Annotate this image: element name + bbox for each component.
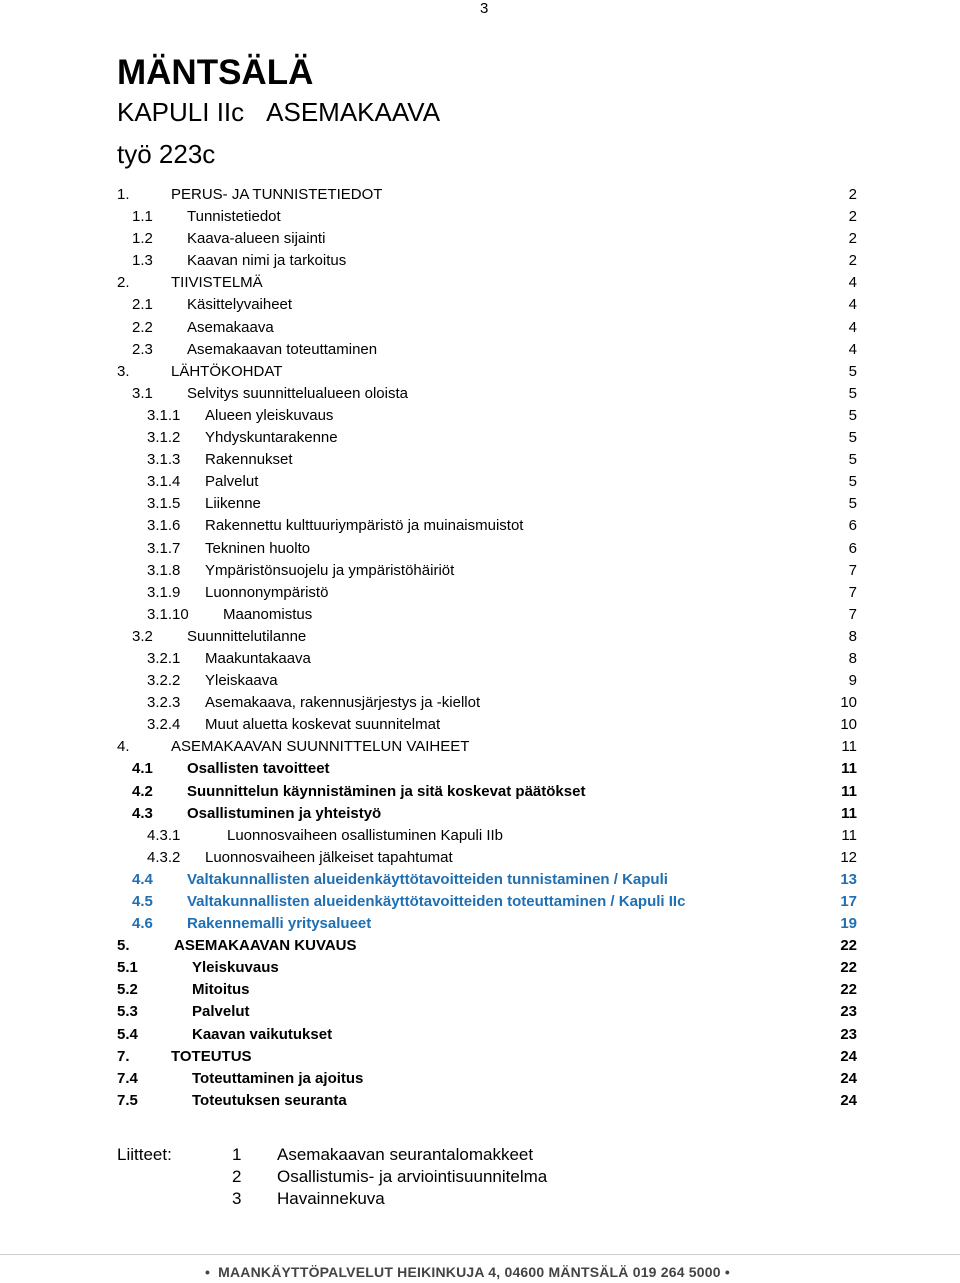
subtitle-plan-type: ASEMAKAAVA [266, 97, 441, 127]
document-subtitle [117, 94, 440, 130]
subtitle-area-name: KAPULI IIc [117, 97, 245, 127]
toc-entry [117, 604, 857, 626]
toc-entry [117, 493, 857, 515]
toc-title: Palvelut [205, 473, 259, 491]
toc-page-number: 22 [840, 937, 857, 955]
document-title: MÄNTSÄLÄ [117, 53, 314, 92]
toc-entry[interactable] [117, 869, 857, 891]
attachments [117, 1144, 617, 1210]
toc-entry [117, 626, 857, 648]
toc-title: Suunnittelun käynnistäminen ja sitä koskevat päätökset [187, 782, 586, 800]
toc-page-number: 7 [848, 605, 857, 623]
toc-number: 1. [117, 186, 130, 203]
toc-entry [117, 803, 857, 825]
toc-entry [117, 692, 857, 714]
toc-page-number: 12 [840, 848, 857, 866]
toc-page-number: 5 [848, 451, 857, 469]
toc-number: 3.1.2 [147, 429, 181, 447]
work-number: työ 223c [117, 139, 216, 169]
toc-title: TIIVISTELMÄ [171, 274, 263, 292]
toc-entry [117, 294, 857, 316]
attachment-row [117, 1188, 617, 1210]
toc-title: ASEMAKAAVAN SUUNNITTELUN VAIHEET [171, 738, 470, 756]
toc-title: Ympäristönsuojelu ja ympäristöhäiriöt [205, 561, 455, 579]
toc-number: 5.4 [117, 1025, 138, 1043]
toc-page-number: 8 [848, 627, 857, 645]
toc-number: 1.2 [132, 230, 153, 248]
attachment-title: Havainnekuva [277, 1189, 385, 1208]
toc-title[interactable]: Valtakunnallisten alueidenkäyttötavoitteiden tunnistaminen / Kapuli [187, 870, 668, 888]
toc-page-number: 23 [840, 1025, 857, 1043]
page-number: 3 [480, 0, 489, 17]
toc-number: 4.5 [132, 893, 153, 910]
toc-page-number: 5 [848, 406, 857, 424]
toc-entry [117, 714, 857, 736]
toc-entry [117, 228, 857, 250]
toc-page-number: 10 [840, 716, 857, 734]
toc-number: 3.2.4 [147, 716, 181, 734]
toc-page-number: 11 [841, 782, 857, 800]
toc-page-number: 17 [840, 893, 857, 910]
toc-entry [117, 1024, 857, 1046]
toc-entry[interactable] [117, 913, 857, 935]
toc-number: 4.3 [132, 804, 153, 822]
toc-title: Tekninen huolto [205, 539, 311, 557]
toc-page-number: 2 [848, 208, 857, 226]
attachment-row [117, 1144, 617, 1166]
toc-title: Kaava-alueen sijainti [187, 230, 326, 248]
toc-number: 4.3.2 [147, 848, 181, 866]
toc-entry [117, 339, 857, 361]
toc-entry [117, 538, 857, 560]
toc-title: PERUS- JA TUNNISTETIEDOT [171, 186, 383, 203]
footer-address: MAANKÄYTTÖPALVELUT HEIKINKUJA 4, 04600 MÄNTSÄLÄ 019 264 5000 • [218, 1264, 730, 1280]
toc-title: Luonnosvaiheen jälkeiset tapahtumat [205, 848, 453, 866]
toc-page-number: 2 [848, 252, 857, 270]
toc-number: 7.5 [117, 1091, 138, 1109]
toc-page-number: 9 [848, 672, 857, 690]
toc-title: Käsittelyvaiheet [187, 296, 293, 314]
toc-number: 1.1 [132, 208, 153, 226]
toc-title: Tunnistetiedot [187, 208, 281, 226]
toc-entry [117, 847, 857, 869]
toc-entry [117, 427, 857, 449]
toc-page-number: 22 [840, 981, 857, 999]
toc-entry [117, 272, 857, 294]
footer-bullet: • [205, 1264, 211, 1280]
toc-title: Kaavan nimi ja tarkoitus [187, 252, 347, 270]
attachment-number: 3 [232, 1189, 242, 1208]
toc-page-number: 24 [840, 1069, 857, 1087]
toc-entry [117, 582, 857, 604]
page-footer [0, 1254, 960, 1283]
toc-title: Palvelut [192, 1003, 250, 1021]
toc-title: Kaavan vaikutukset [192, 1025, 333, 1043]
toc-number: 3.1 [132, 384, 153, 402]
toc-number: 5.2 [117, 981, 138, 999]
toc-entry [117, 758, 857, 780]
toc-page-number: 22 [840, 959, 857, 977]
toc-entry [117, 957, 857, 979]
toc-entry [117, 383, 857, 405]
toc-title: TOTEUTUS [171, 1047, 252, 1065]
toc-entry [117, 1046, 857, 1068]
toc-entry [117, 361, 857, 383]
toc-title: Selvitys suunnittelualueen oloista [187, 384, 408, 402]
toc-entry [117, 1068, 857, 1090]
toc-entry [117, 648, 857, 670]
toc-page-number: 4 [848, 340, 857, 358]
toc-entry [117, 670, 857, 692]
toc-title: ASEMAKAAVAN KUVAUS [174, 937, 357, 955]
footer-divider [0, 1254, 960, 1255]
toc-entry [117, 825, 857, 847]
attachment-row [117, 1166, 617, 1188]
toc-title: Toteutuksen seuranta [192, 1091, 347, 1109]
toc-page-number: 7 [848, 583, 857, 601]
toc-page-number: 10 [840, 694, 857, 712]
toc-page-number: 5 [848, 384, 857, 402]
toc-number: 5.3 [117, 1003, 138, 1021]
toc-entry [117, 471, 857, 493]
toc-title: Yleiskuvaus [192, 959, 279, 977]
attachments-label: Liitteet: [117, 1145, 172, 1164]
toc-entry [117, 560, 857, 582]
toc-page-number: 4 [848, 274, 857, 292]
toc-page-number: 7 [848, 561, 857, 579]
toc-page-number: 2 [848, 230, 857, 248]
toc-page-number: 5 [848, 429, 857, 447]
toc-page-number: 5 [848, 473, 857, 491]
toc-entry [117, 781, 857, 803]
toc-number: 3.1.10 [147, 605, 189, 623]
toc-number: 3.2.2 [147, 672, 181, 690]
toc-number: 4.2 [132, 782, 153, 800]
toc-page-number: 5 [848, 495, 857, 513]
toc-page-number: 6 [848, 517, 857, 535]
toc-title: Asemakaava, rakennusjärjestys ja -kiellot [205, 694, 481, 712]
toc-title: Luonnonympäristö [205, 583, 329, 601]
toc-title: Suunnittelutilanne [187, 627, 307, 645]
toc-page-number: 8 [848, 649, 857, 667]
toc-entry [117, 250, 857, 272]
toc-number: 7.4 [117, 1069, 138, 1087]
toc-entry [117, 449, 857, 471]
toc-entry [117, 405, 857, 427]
toc-title: Luonnosvaiheen osallistuminen Kapuli IIb [227, 826, 504, 844]
toc-number: 4.4 [132, 870, 153, 888]
toc-number: 3.2 [132, 627, 153, 645]
toc-entry [117, 935, 857, 957]
toc-number: 3.1.4 [147, 473, 181, 491]
toc-title: Asemakaava [187, 318, 274, 336]
toc-entry [117, 1090, 857, 1112]
toc-entry [117, 979, 857, 1001]
toc-title: Asemakaavan toteuttaminen [187, 340, 378, 358]
toc-title: Maakuntakaava [205, 649, 311, 667]
toc-page-number: 11 [841, 760, 857, 778]
toc-entry [117, 184, 857, 206]
toc-title: Osallistuminen ja yhteistyö [187, 804, 382, 822]
toc-title: Toteuttaminen ja ajoitus [192, 1069, 364, 1087]
toc-number: 2.2 [132, 318, 153, 336]
toc-title: Osallisten tavoitteet [187, 760, 330, 778]
toc-number: 3.1.1 [147, 406, 181, 424]
toc-page-number: 24 [840, 1047, 857, 1065]
toc-page-number: 6 [848, 539, 857, 557]
toc-entry [117, 206, 857, 228]
toc-number: 1.3 [132, 252, 153, 270]
toc-number: 2.1 [132, 296, 153, 314]
toc-number: 3.1.7 [147, 539, 181, 557]
toc-title: LÄHTÖKOHDAT [171, 362, 283, 380]
toc-title[interactable]: Valtakunnallisten alueidenkäyttötavoitteiden toteuttaminen / Kapuli IIc [187, 893, 686, 910]
toc-entry [117, 1001, 857, 1023]
toc-page-number: 19 [840, 915, 857, 933]
toc-title: Muut aluetta koskevat suunnitelmat [205, 716, 441, 734]
footer-contact [205, 1264, 730, 1280]
attachment-title: Asemakaavan seurantalomakkeet [277, 1145, 534, 1164]
attachment-number: 2 [232, 1167, 242, 1186]
toc-number: 2.3 [132, 340, 153, 358]
toc-entry [117, 515, 857, 537]
toc-title[interactable]: Rakennemalli yritysalueet [187, 915, 372, 933]
attachment-title: Osallistumis- ja arviointisuunnitelma [277, 1167, 548, 1186]
toc-title: Rakennukset [205, 451, 293, 469]
toc-number: 3.1.5 [147, 495, 181, 513]
toc-number: 7. [117, 1047, 130, 1065]
toc-number: 5.1 [117, 959, 138, 977]
table-of-contents [117, 184, 857, 1112]
toc-number: 5. [117, 937, 130, 955]
toc-number: 4. [117, 738, 130, 756]
toc-number: 4.1 [132, 760, 153, 778]
toc-number: 2. [117, 274, 130, 292]
toc-page-number: 11 [841, 826, 857, 844]
toc-page-number: 11 [841, 738, 857, 756]
toc-title: Rakennettu kulttuuriympäristö ja muinaismuistot [205, 517, 524, 535]
toc-entry [117, 317, 857, 339]
toc-title: Yleiskaava [205, 672, 278, 690]
toc-number: 4.3.1 [147, 826, 181, 844]
toc-page-number: 4 [848, 296, 857, 314]
toc-page-number: 24 [840, 1091, 857, 1109]
toc-entry [117, 736, 857, 758]
toc-page-number: 23 [840, 1003, 857, 1021]
toc-page-number: 5 [848, 362, 857, 380]
toc-number: 3.1.3 [147, 451, 181, 469]
toc-entry[interactable] [117, 891, 857, 913]
toc-number: 3.1.9 [147, 583, 181, 601]
toc-number: 3.2.3 [147, 694, 181, 712]
toc-title: Liikenne [205, 495, 261, 513]
toc-number: 3.1.6 [147, 517, 181, 535]
toc-title: Alueen yleiskuvaus [205, 406, 334, 424]
toc-page-number: 11 [841, 804, 857, 822]
toc-number: 3.2.1 [147, 649, 181, 667]
title-block [117, 52, 440, 174]
toc-title: Yhdyskuntarakenne [205, 429, 338, 447]
toc-page-number: 13 [840, 870, 857, 888]
toc-number: 3. [117, 362, 130, 380]
toc-number: 4.6 [132, 915, 153, 933]
attachment-number: 1 [232, 1145, 242, 1164]
toc-page-number: 2 [848, 186, 857, 203]
toc-page-number: 4 [848, 318, 857, 336]
toc-title: Maanomistus [223, 605, 313, 623]
toc-title: Mitoitus [192, 981, 250, 999]
toc-number: 3.1.8 [147, 561, 181, 579]
